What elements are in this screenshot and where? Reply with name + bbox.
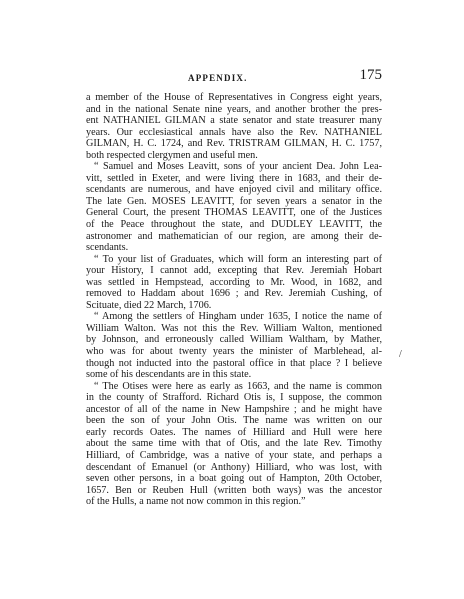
text-line: William Walton. Was not this the Rev. William Walton, mentioned xyxy=(86,322,382,334)
text-line: “ Samuel and Moses Leavitt, sons of your ancient Dea. John Lea- xyxy=(94,161,382,173)
header-title: APPENDIX. xyxy=(188,73,248,83)
text-line: GILMAN, H. C. 1724, and Rev. TRISTRAM GILMAN, H. C. 1757, xyxy=(86,138,382,150)
text-line: was settled in Hempstead, according to Mr. Wood, in 1682, and xyxy=(86,276,382,288)
paragraph-otis xyxy=(86,381,382,508)
paragraph-walton xyxy=(86,311,382,380)
text-line: some of his descendants are in this state. xyxy=(86,369,252,381)
text-line: General Court, the present THOMAS LEAVITT, one of the Justices xyxy=(86,207,382,219)
text-line: Scituate, died 22 March, 1706. xyxy=(86,299,212,311)
text-line: descendant of Emanuel (or Anthony) Hilliard, who was lost, with xyxy=(86,461,382,473)
text-line: by Johnson, and erroneously called William Waltham, by Mather, xyxy=(86,334,382,346)
text-line: in the county of Strafford. Richard Otis is, I suppose, the common xyxy=(86,392,382,404)
text-line: “ Among the settlers of Hingham under 1635, I notice the name of xyxy=(94,311,382,323)
text-line: removed to Haddam about 1696 ; and Rev. Jeremiah Cushing, of xyxy=(86,288,382,300)
text-line: Hilliard, of Cambridge, was a native of your state, and perhaps a xyxy=(86,449,382,461)
text-line: early records Oates. The names of Hilliard and Hull were here xyxy=(86,426,382,438)
text-line: The late Gen. MOSES LEAVITT, for seven years a senator in the xyxy=(86,195,382,207)
body-text xyxy=(86,92,382,508)
text-line: “ The Otises were here as early as 1663, and the name is common xyxy=(94,380,382,392)
text-line: scendants are numerous, and have enjoyed civil and military office. xyxy=(86,184,382,196)
margin-mark: / xyxy=(399,349,402,360)
text-line: of the Peace throughout the state, and DUDLEY LEAVITT, the xyxy=(86,219,382,231)
text-line: though not inducted into the pastoral office in that place ? I believe xyxy=(86,357,382,369)
text-line: years. Our ecclesiastical annals have also the Rev. NATHANIEL xyxy=(86,126,382,138)
text-line: and in the national Senate nine years, and another brother the pres- xyxy=(86,103,382,115)
text-line: “ To your list of Graduates, which will form an interesting part of xyxy=(94,253,382,265)
text-line: a member of the House of Representatives in Congress eight years, xyxy=(86,92,382,103)
page-number: 175 xyxy=(359,67,382,83)
text-line: ent NATHANIEL GILMAN a state senator and state treasurer many xyxy=(86,115,382,127)
text-line: who was for about twenty years the minister of Marblehead, al- xyxy=(86,346,382,358)
text-line: scendants. xyxy=(86,242,129,254)
text-line: your History, I cannot add, excepting that Rev. Jeremiah Hobart xyxy=(86,265,382,277)
paragraph-leavitt xyxy=(86,161,382,253)
running-header xyxy=(86,67,382,87)
text-line: both respected clergymen and useful men. xyxy=(86,149,258,161)
text-line: about the same time with that of Otis, and the late Rev. Timothy xyxy=(86,438,382,450)
text-line: seven other persons, in a boat going out of Hampton, 20th October, xyxy=(86,473,382,485)
text-line: astronomer and mathematician of our region, are among their de- xyxy=(86,230,382,242)
paragraph-graduates xyxy=(86,254,382,312)
text-line: ancestor of all of the name in New Hampshire ; and he might have xyxy=(86,403,382,415)
paragraph-gilman xyxy=(86,92,382,161)
text-line: been the son of your John Otis. The name was written on our xyxy=(86,415,382,427)
text-line: 1657. Ben or Reuben Hull (written both ways) was the ancestor xyxy=(86,484,382,496)
text-line: vitt, settled in Exeter, and were living there in 1683, and their de- xyxy=(86,172,382,184)
text-line: of the Hulls, a name not now common in this region.” xyxy=(86,496,306,508)
